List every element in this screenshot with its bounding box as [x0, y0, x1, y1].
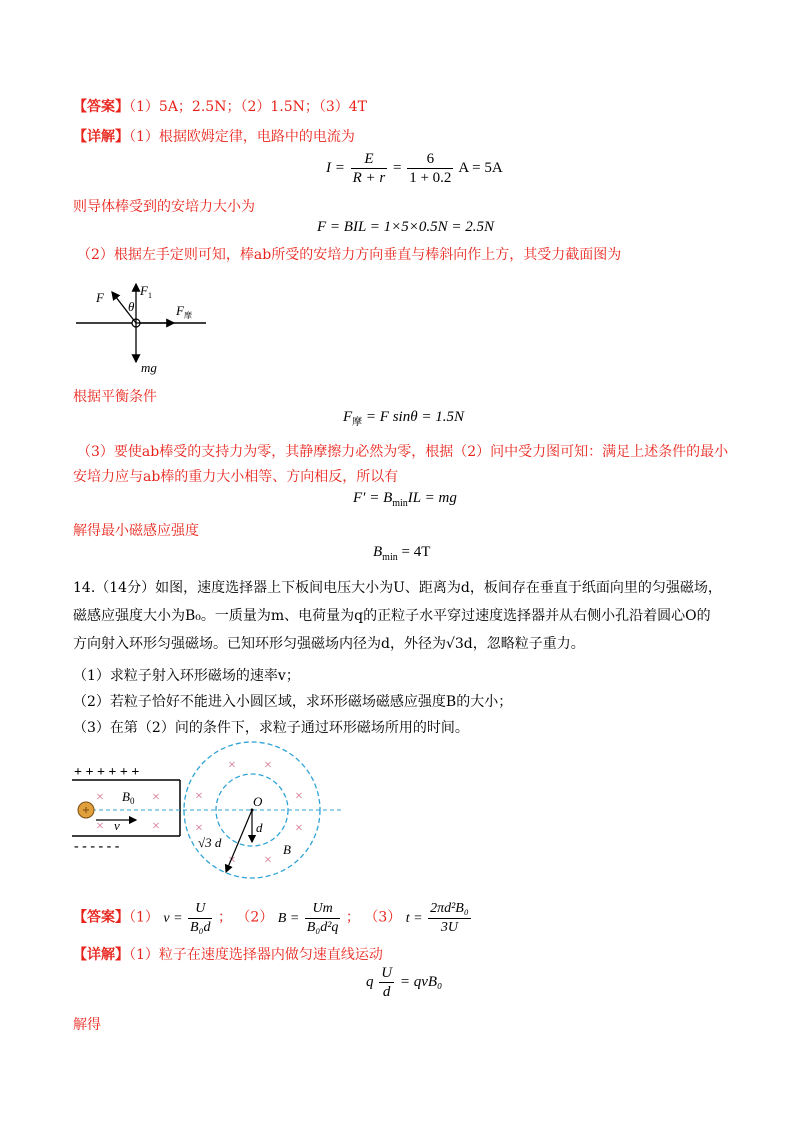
cross-mark: ×	[152, 819, 160, 834]
label-d: d	[256, 820, 263, 835]
answer-tag: 【答案】	[73, 99, 129, 115]
detail-14-p2: 解得	[73, 1017, 101, 1033]
fraction	[351, 150, 388, 187]
label-B: B	[283, 842, 291, 857]
detail-13-p4: 根据平衡条件	[73, 389, 157, 405]
question-14-sub3: （3）在第（2）问的条件下，求粒子通过环形磁场所用的时间。	[73, 720, 469, 736]
detail-13-p1	[73, 126, 355, 146]
detail-13-p5a: （3）要使ab棒受的支持力为零，其静摩擦力必然为零，根据（2）问中受力图可知：满足上述条件的最小	[77, 444, 729, 460]
equation-bmin: $B_{min} = 4T$	[373, 544, 431, 563]
equation-min-force: $F' = B_{min}IL$ = mg	[353, 490, 457, 509]
answer-tag: 【答案】	[73, 909, 129, 926]
cross-mark: ×	[195, 789, 203, 804]
eq-lhs: I =	[326, 159, 345, 176]
cross-mark: ×	[295, 789, 303, 804]
label-F1: $F_1$	[140, 283, 152, 300]
label-O: O	[253, 794, 263, 809]
answer-13	[73, 96, 367, 116]
label-mg: mg	[141, 360, 157, 375]
label-sqrt3d: √3 d	[198, 835, 222, 850]
question-14-line2: 磁感应强度大小为B₀。一质量为m、电荷量为q的正粒子水平穿过速度选择器并从右侧小孔沿着圆心O的	[73, 608, 711, 624]
cross-mark: ×	[152, 790, 160, 805]
detail-text: （1）根据欧姆定律，电路中的电流为	[129, 129, 355, 145]
detail-tag: 【详解】	[73, 947, 129, 963]
question-14-sub1: （1）求粒子射入环形磁场的速率v；	[73, 668, 300, 684]
detail-tag: 【详解】	[73, 129, 129, 145]
label-F: F	[96, 290, 104, 305]
minus-signs: - - - - - -	[74, 839, 120, 854]
plus-signs: + + + + + +	[74, 765, 140, 780]
cross-mark: ×	[228, 853, 236, 868]
label-Ff: $F_摩$	[176, 303, 192, 320]
cross-mark: ×	[295, 821, 303, 836]
cross-mark: ×	[96, 819, 104, 834]
detail-13-p2: 则导体棒受到的安培力大小为	[73, 199, 255, 215]
detail-13-p5b: 安培力应与ab棒的重力大小相等、方向相反，所以有	[73, 469, 399, 485]
question-14-sub2: （2）若粒子恰好不能进入小圆区域，求环形磁场磁感应强度B的大小；	[73, 694, 513, 710]
detail-13-p6: 解得最小磁感应强度	[73, 523, 199, 539]
equation-ohm: I = $\frac{E}{R + r}$ = $\frac{6}{1 + 0.2}$ A = 5A	[326, 151, 503, 186]
fraction	[407, 150, 453, 187]
cross-mark: ×	[264, 853, 272, 868]
cross-mark: ×	[264, 758, 272, 773]
fraction-den: 1 + 0.2	[409, 170, 452, 186]
answer-14: 【答案】（1） v = $\frac{U}{\text{B₀d}}$ ； （2） B = $\frac{Um}{\text{B₀d²q}}$ ； （3） t = $\frac{\text{2πd²B₀}}{3U}$	[73, 901, 469, 935]
selector-ring-diagram	[70, 738, 360, 888]
fraction-num: E	[351, 150, 388, 169]
fraction-num: 6	[407, 150, 453, 169]
label-B0: $B_0$	[122, 789, 135, 806]
cross-mark: ×	[228, 758, 236, 773]
eq-rhs: A = 5A	[458, 159, 503, 176]
label-theta: θ	[128, 299, 135, 314]
cross-mark: ×	[195, 821, 203, 836]
detail-13-p3: （2）根据左手定则可知，棒ab所受的安培力方向垂直与棒斜向作上方，其受力截面图为	[77, 247, 622, 263]
fraction-den: R + r	[352, 170, 386, 186]
equation-selector-balance: q $\frac{U}{d}$ = qvB₀	[366, 965, 443, 1000]
label-v: v	[114, 818, 120, 833]
force-diagram	[72, 278, 212, 378]
outer-radius-arrow	[226, 810, 252, 872]
equation-ampere: F = BIL = 1×5×0.5N = 2.5N	[317, 219, 495, 235]
equation-balance: $F_摩 = F$ sinθ = 1.5N	[343, 409, 464, 428]
cross-mark: ×	[96, 790, 104, 805]
answer-text: （1）5A；2.5N；（2）1.5N；（3）4T	[129, 99, 368, 115]
detail-14-p1: 【详解】（1）粒子在速度选择器内做匀速直线运动	[73, 947, 383, 963]
question-14-line3: 方向射入环形匀强磁场。已知环形匀强磁场内径为d，外径为√3d，忽略粒子重力。	[73, 636, 585, 652]
question-14-line1: 14.（14分）如图，速度选择器上下板间电压大小为U、距离为d，板间存在垂直于纸面向里的匀强磁场，	[73, 580, 722, 596]
